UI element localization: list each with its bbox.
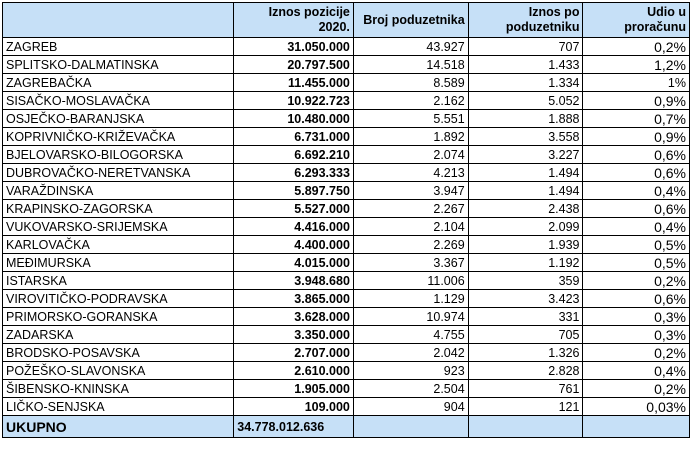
cell-share: 0,3% [583, 326, 690, 344]
header-count: Broj poduzetnika [353, 3, 468, 38]
cell-share: 0,03% [583, 398, 690, 416]
cell-share: 0,2% [583, 38, 690, 56]
cell-per-entrepreneur: 5.052 [468, 92, 583, 110]
cell-share: 0,3% [583, 308, 690, 326]
cell-amount: 5.897.750 [234, 182, 354, 200]
cell-county: VUKOVARSKO-SRIJEMSKA [3, 218, 234, 236]
cell-per-entrepreneur: 1.192 [468, 254, 583, 272]
cell-amount: 6.692.210 [234, 146, 354, 164]
cell-share: 0,5% [583, 254, 690, 272]
cell-count: 2.267 [353, 200, 468, 218]
cell-count: 1.892 [353, 128, 468, 146]
county-budget-table [2, 2, 690, 438]
cell-amount: 4.015.000 [234, 254, 354, 272]
table-row [3, 128, 690, 146]
cell-amount: 6.731.000 [234, 128, 354, 146]
cell-share: 0,9% [583, 128, 690, 146]
cell-amount: 5.527.000 [234, 200, 354, 218]
cell-count: 1.129 [353, 290, 468, 308]
cell-share: 0,7% [583, 110, 690, 128]
cell-share: 0,2% [583, 272, 690, 290]
cell-amount: 3.628.000 [234, 308, 354, 326]
total-label: UKUPNO [3, 416, 234, 438]
cell-share: 0,2% [583, 380, 690, 398]
cell-share: 0,6% [583, 290, 690, 308]
cell-county: ZAGREBAČKA [3, 74, 234, 92]
header-per-entrepreneur: Iznos po poduzetniku [468, 3, 583, 38]
cell-per-entrepreneur: 121 [468, 398, 583, 416]
cell-amount: 2.707.000 [234, 344, 354, 362]
cell-count: 11.006 [353, 272, 468, 290]
cell-county: ZAGREB [3, 38, 234, 56]
table-row [3, 308, 690, 326]
cell-per-entrepreneur: 1.326 [468, 344, 583, 362]
cell-county: BRODSKO-POSAVSKA [3, 344, 234, 362]
cell-amount: 3.865.000 [234, 290, 354, 308]
cell-share: 0,4% [583, 218, 690, 236]
total-empty-2 [468, 416, 583, 438]
cell-county: KOPRIVNIČKO-KRIŽEVAČKA [3, 128, 234, 146]
cell-count: 10.974 [353, 308, 468, 326]
cell-per-entrepreneur: 761 [468, 380, 583, 398]
cell-count: 3.367 [353, 254, 468, 272]
table-row [3, 218, 690, 236]
cell-amount: 109.000 [234, 398, 354, 416]
cell-county: KARLOVAČKA [3, 236, 234, 254]
table-row [3, 362, 690, 380]
cell-amount: 6.293.333 [234, 164, 354, 182]
cell-county: VIROVITIČKO-PODRAVSKA [3, 290, 234, 308]
cell-share: 0,4% [583, 182, 690, 200]
cell-share: 0,5% [583, 236, 690, 254]
cell-amount: 4.416.000 [234, 218, 354, 236]
table-row [3, 182, 690, 200]
header-share: Udio u proračunu [583, 3, 690, 38]
cell-amount: 3.948.680 [234, 272, 354, 290]
cell-county: LIČKO-SENJSKA [3, 398, 234, 416]
total-row [3, 416, 690, 438]
cell-count: 4.755 [353, 326, 468, 344]
cell-share: 0,9% [583, 92, 690, 110]
cell-county: MEĐIMURSKA [3, 254, 234, 272]
table-row [3, 110, 690, 128]
cell-count: 2.074 [353, 146, 468, 164]
cell-per-entrepreneur: 2.438 [468, 200, 583, 218]
cell-per-entrepreneur: 331 [468, 308, 583, 326]
cell-county: BJELOVARSKO-BILOGORSKA [3, 146, 234, 164]
cell-count: 904 [353, 398, 468, 416]
cell-share: 0,2% [583, 344, 690, 362]
table-row [3, 146, 690, 164]
header-row [3, 3, 690, 38]
cell-county: ISTARSKA [3, 272, 234, 290]
cell-amount: 1.905.000 [234, 380, 354, 398]
cell-per-entrepreneur: 3.227 [468, 146, 583, 164]
cell-county: POŽEŠKO-SLAVONSKA [3, 362, 234, 380]
cell-share: 0,6% [583, 146, 690, 164]
table-row [3, 272, 690, 290]
cell-per-entrepreneur: 359 [468, 272, 583, 290]
cell-county: ŠIBENSKO-KNINSKA [3, 380, 234, 398]
cell-per-entrepreneur: 1.334 [468, 74, 583, 92]
cell-count: 923 [353, 362, 468, 380]
cell-amount: 11.455.000 [234, 74, 354, 92]
cell-share: 1% [583, 74, 690, 92]
cell-per-entrepreneur: 3.423 [468, 290, 583, 308]
cell-count: 3.947 [353, 182, 468, 200]
cell-county: OSJEČKO-BARANJSKA [3, 110, 234, 128]
cell-amount: 3.350.000 [234, 326, 354, 344]
table-row [3, 200, 690, 218]
cell-count: 43.927 [353, 38, 468, 56]
cell-per-entrepreneur: 1.494 [468, 164, 583, 182]
cell-amount: 31.050.000 [234, 38, 354, 56]
cell-amount: 10.922.723 [234, 92, 354, 110]
cell-county: KRAPINSKO-ZAGORSKA [3, 200, 234, 218]
cell-share: 0,6% [583, 164, 690, 182]
cell-share: 1,2% [583, 56, 690, 74]
cell-per-entrepreneur: 707 [468, 38, 583, 56]
cell-per-entrepreneur: 1.433 [468, 56, 583, 74]
cell-count: 2.104 [353, 218, 468, 236]
total-empty-3 [583, 416, 690, 438]
header-county [3, 3, 234, 38]
table-row [3, 344, 690, 362]
table-row [3, 326, 690, 344]
cell-count: 2.042 [353, 344, 468, 362]
cell-per-entrepreneur: 1.888 [468, 110, 583, 128]
cell-count: 8.589 [353, 74, 468, 92]
cell-county: SPLITSKO-DALMATINSKA [3, 56, 234, 74]
cell-amount: 10.480.000 [234, 110, 354, 128]
header-amount: Iznos pozicije 2020. [234, 3, 354, 38]
cell-count: 2.162 [353, 92, 468, 110]
cell-share: 0,6% [583, 200, 690, 218]
cell-county: DUBROVAČKO-NERETVANSKA [3, 164, 234, 182]
table-body [3, 38, 690, 416]
cell-share: 0,4% [583, 362, 690, 380]
cell-county: SISAČKO-MOSLAVAČKA [3, 92, 234, 110]
cell-per-entrepreneur: 2.099 [468, 218, 583, 236]
table-row [3, 290, 690, 308]
table-row [3, 380, 690, 398]
cell-county: PRIMORSKO-GORANSKA [3, 308, 234, 326]
cell-per-entrepreneur: 1.939 [468, 236, 583, 254]
total-amount: 34.778.012.636 [234, 416, 354, 438]
table-row [3, 398, 690, 416]
cell-per-entrepreneur: 705 [468, 326, 583, 344]
cell-count: 14.518 [353, 56, 468, 74]
cell-count: 2.269 [353, 236, 468, 254]
cell-count: 5.551 [353, 110, 468, 128]
cell-per-entrepreneur: 1.494 [468, 182, 583, 200]
cell-per-entrepreneur: 3.558 [468, 128, 583, 146]
total-empty-1 [353, 416, 468, 438]
cell-per-entrepreneur: 2.828 [468, 362, 583, 380]
cell-amount: 2.610.000 [234, 362, 354, 380]
cell-amount: 20.797.500 [234, 56, 354, 74]
table-row [3, 38, 690, 56]
table-row [3, 56, 690, 74]
cell-county: VARAŽDINSKA [3, 182, 234, 200]
cell-count: 4.213 [353, 164, 468, 182]
cell-amount: 4.400.000 [234, 236, 354, 254]
table-row [3, 92, 690, 110]
cell-county: ZADARSKA [3, 326, 234, 344]
table-row [3, 236, 690, 254]
table-row [3, 74, 690, 92]
table-row [3, 164, 690, 182]
table-row [3, 254, 690, 272]
cell-count: 2.504 [353, 380, 468, 398]
